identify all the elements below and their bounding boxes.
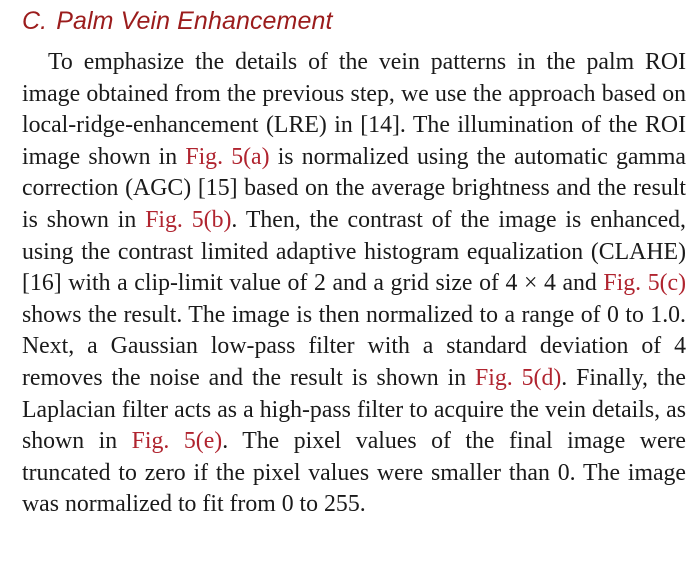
section-number: C. [22,7,48,35]
figure-ref-5b[interactable]: Fig. 5(b) [145,206,232,233]
paragraph-text: . Then, the contrast of the image is enhanced, using the contrast limited adaptive histogram equalization (CLAHE) [16] with a clip-limit value of 2 and a grid size of 4 × 4 and [22,206,686,297]
paragraph-text: To emphasize the details of the vein patterns in the palm ROI image obtained from the previous step, we use the approach based on local-ridge-enhancement (LRE) in [14]. The illumination of the ROI image shown in [22,49,686,170]
paragraph-text: is normalized using the automatic gamma correction (AGC) [15] based on the average brightness and the result is shown in [22,143,686,233]
paragraph-text: . Finally, the Laplacian filter acts as a high-pass filter to acquire the vein details, as shown in [22,364,686,455]
body-paragraph [22,47,686,521]
section-heading [22,4,686,38]
section-title: Palm Vein Enhancement [56,7,333,35]
figure-ref-5e[interactable]: Fig. 5(e) [131,428,223,455]
paragraph-text: shows the result. The image is then normalized to a range of 0 to 1.0. Next, a Gaussian low-pass filter with a standard deviation of 4 removes the noise and the result is shown in [22,301,686,391]
figure-ref-5c[interactable]: Fig. 5(c) [603,270,687,297]
figure-ref-5d[interactable]: Fig. 5(d) [475,364,562,391]
figure-ref-5a[interactable]: Fig. 5(a) [185,143,270,170]
paragraph-text: . The pixel values of the final image were truncated to zero if the pixel values were smaller than 0. The image was normalized to fit from 0 to 255. [22,428,686,518]
